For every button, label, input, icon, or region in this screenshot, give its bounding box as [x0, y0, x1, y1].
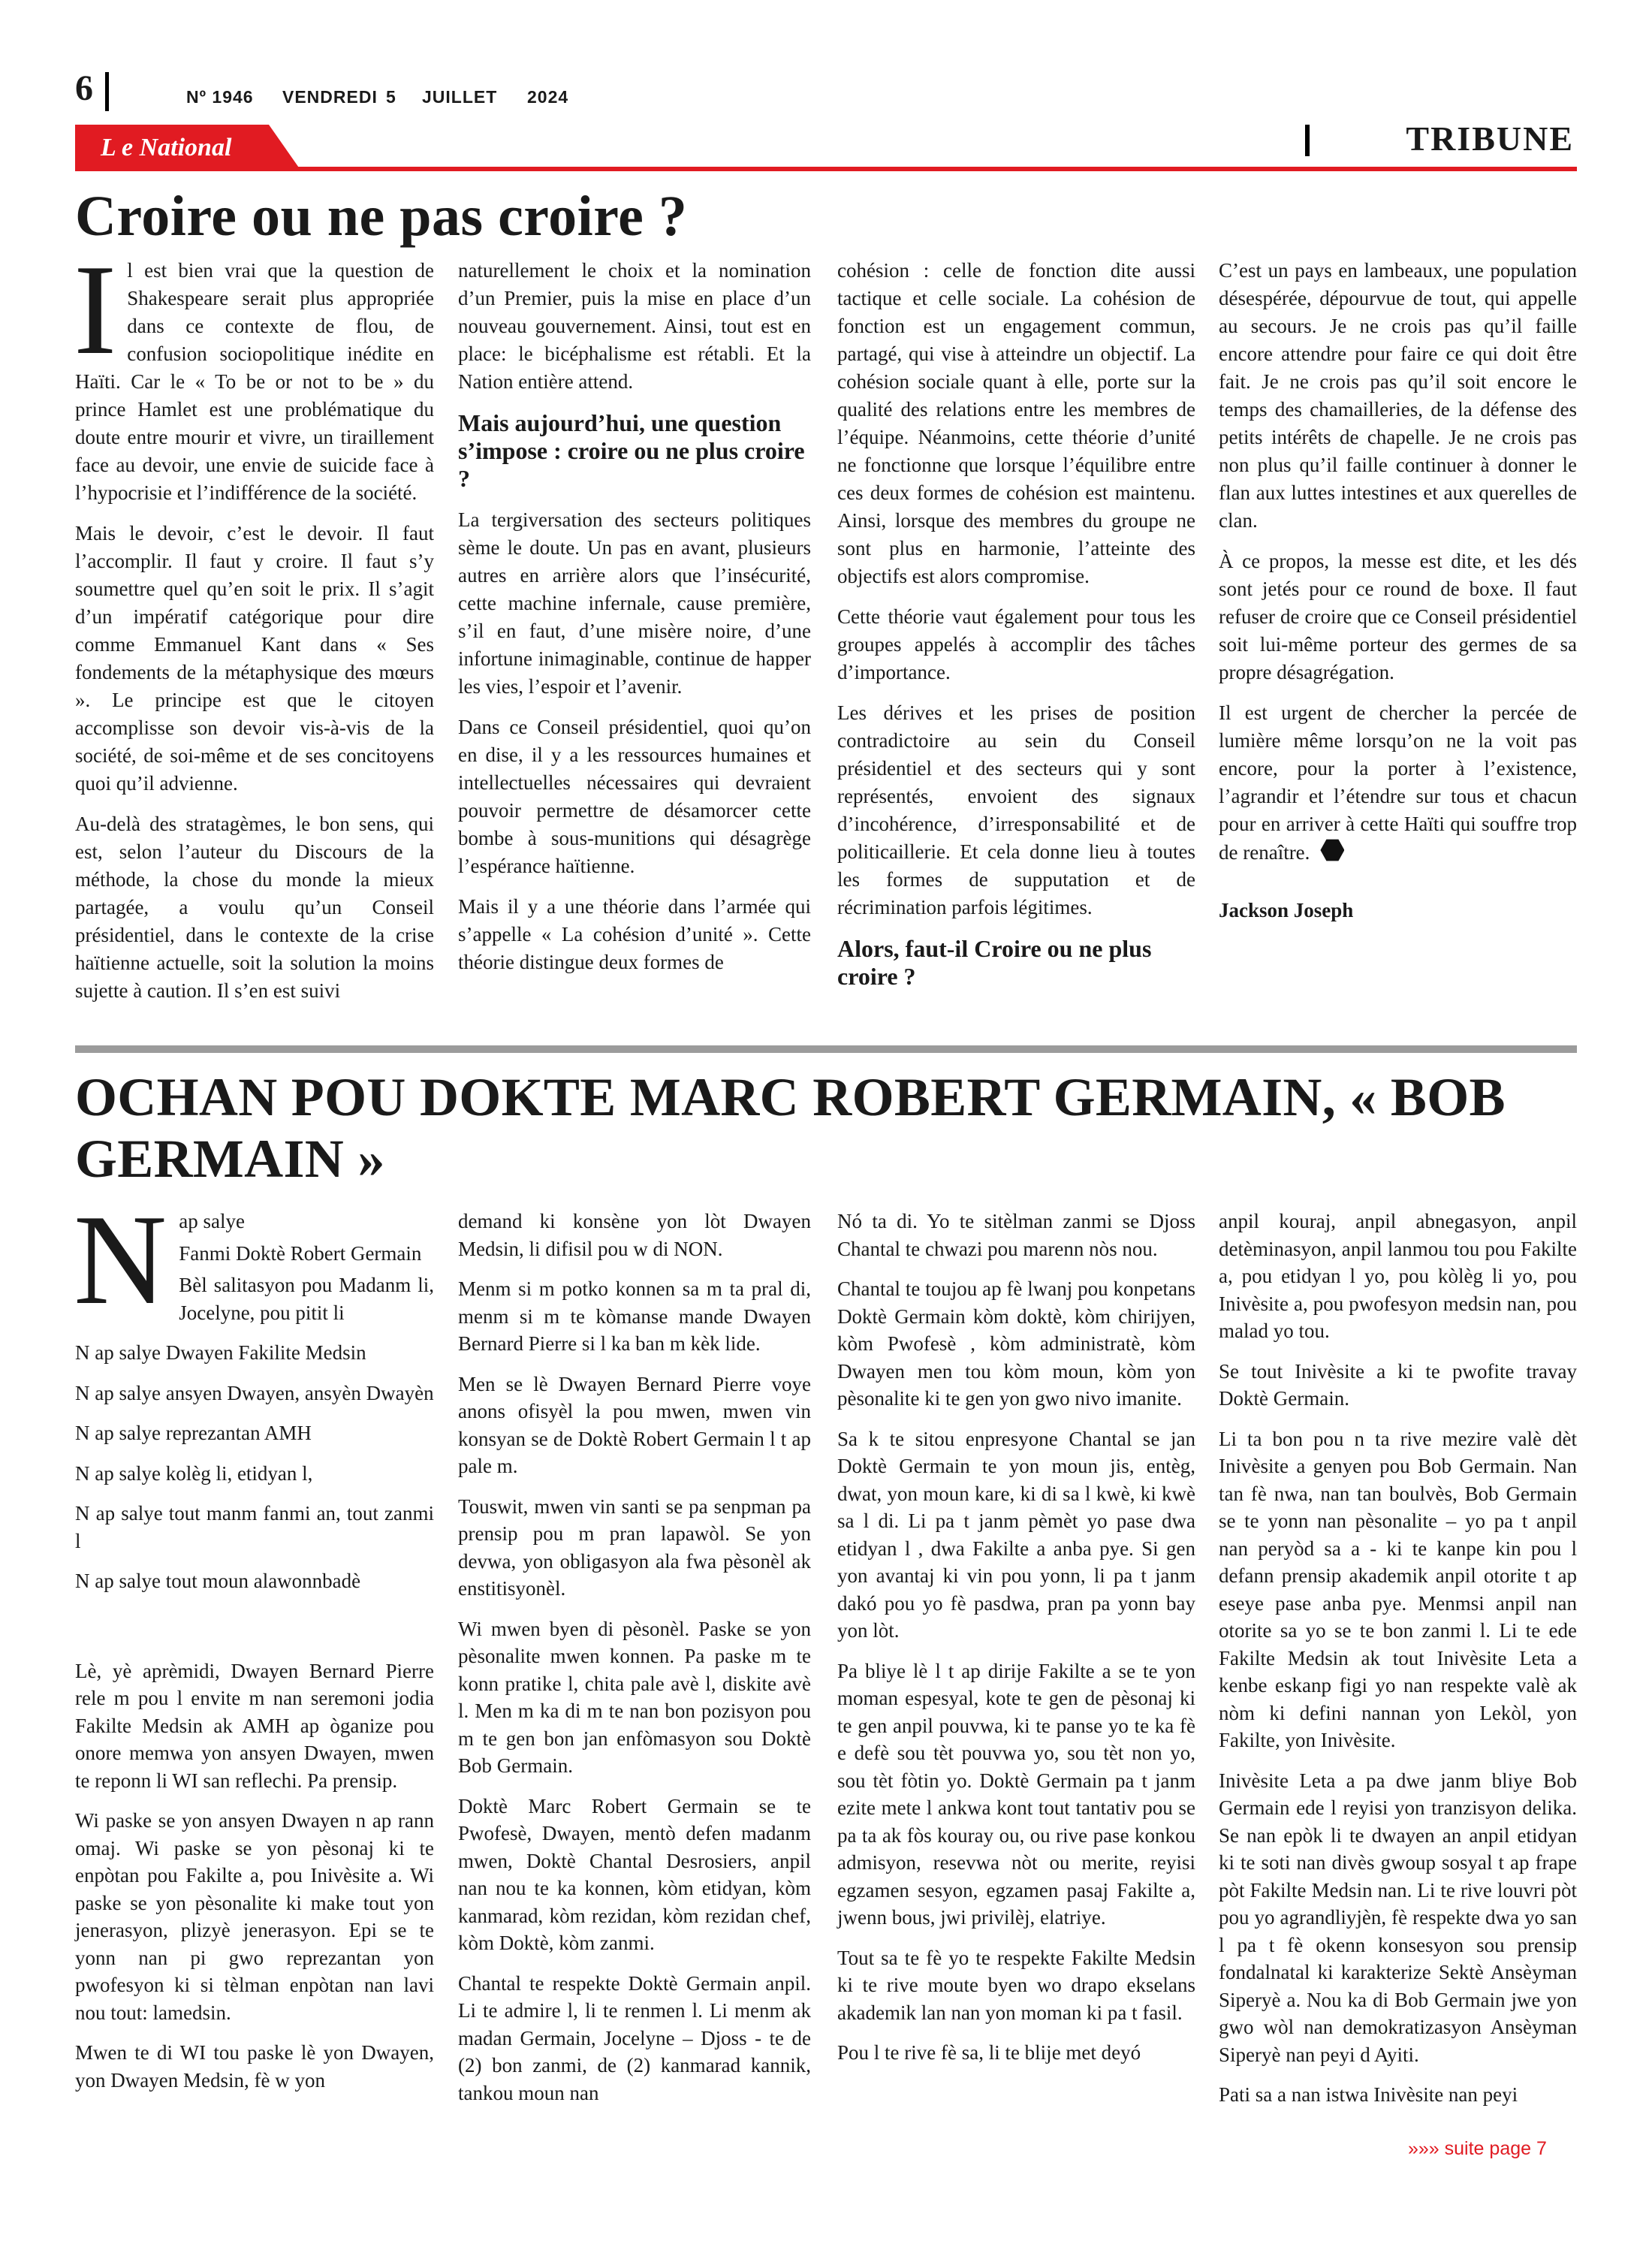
paragraph: Tout sa te fè yo te respekte Fakilte Medsin ki te rive moute byen wo drapo ekselans akademik lan nan yon moman ki pa t fasil. — [837, 1946, 1195, 2024]
paragraph: Chantal te respekte Doktè Germain anpil. Li te admire l, li te renmen l. Li menm ak madan Germain, Jocelyne – Djoss - te de (2) bon zanmi, de (2) kanmarad kannik, tankou moun nan — [458, 1971, 811, 2104]
paragraph: Il est urgent de chercher la percée de lumière même lorsqu’on ne la voit pas encore, pour la porter à l’existence, l’agrandir et l’étendre sur tous et chacun pour en arriver à cette Haïti qui souffre trop de renaître. — [1219, 701, 1577, 864]
page-number: 6 — [75, 68, 93, 108]
paragraph: Mais le devoir, c’est le devoir. Il faut l’accomplir. Il faut y croire. Il faut s’y soumettre quel qu’en soit le prix. Il s’agit d’un impératif catégorique pour dire comme Emmanuel Kant dans « Ses fondements de la métaphysique des mœurs ». Le principe est que le citoyen accomplisse son devoir vis-à-vis de la société, de soi-même et de ses concitoyens quoi qu’il advienne. — [75, 522, 434, 795]
author-byline: Jackson Joseph — [1219, 899, 1354, 921]
paragraph: Se tout Inivèsite a ki te pwofite travay Doktè Germain. — [1219, 1359, 1577, 1410]
paragraph: cohésion : celle de fonction dite aussi tactique et celle sociale. La cohésion de fonction est un engagement commun, partagé, qui vise à atteindre un objectif. La cohésion sociale quant à elle, porte sur la qualité des relations entre les membres de l’équipe. Néanmoins, cette théorie d’unité ne fonctionne que lorsque l’équilibre entre ces deux formes de cohésion est maintenu. Ainsi, lorsque des membres du groupe ne sont plus en harmonie, l’atteinte des objectifs est alors compromise. — [837, 259, 1195, 587]
drop-cap: N — [74, 1189, 167, 1332]
article-column-2 — [458, 257, 811, 989]
paragraph: Menm si m potko konnen sa m ta pral di, menm si m te kòmanse mande Dwayen Bernard Pierre si l ka ban m kèk lide. — [458, 1277, 811, 1355]
issue-day: 5 — [386, 87, 396, 107]
salutation-line: N ap salye tout moun alawonnbadè — [75, 1570, 361, 1592]
article-column-1 — [74, 239, 434, 1018]
paragraph: Doktè Marc Robert Germain se te Pwofesè, Dwayen, mentò defen madanm mwen, Doktè Chantal Desrosiers, anpil nan nou te ka konnen, kòm etidyan, kòm kanmarad, kòm rezidan, kòm rezidan chef, kòm Doktè, kòm zanmi. — [458, 1794, 811, 1954]
subheading: Alors, faut-il Croire ou ne plus croire ? — [837, 935, 1152, 990]
issue-year: 2024 — [527, 87, 569, 107]
paragraph: Cette théorie vaut également pour tous les groupes appelés à accomplir des tâches d’importance. — [837, 605, 1195, 683]
section-divider — [1305, 125, 1310, 156]
salutation-line: N ap salye Dwayen Fakilite Medsin — [75, 1341, 366, 1364]
subheading: Mais aujourd’hui, une question s’impose : croire ou ne plus croire ? — [458, 409, 805, 492]
salutation-line: Fanmi Doktè Robert Germain — [179, 1241, 422, 1265]
page-number-divider — [105, 72, 109, 111]
salutation-line: N ap salye reprezantan AMH — [75, 1422, 312, 1444]
article-column-4 — [1219, 257, 1577, 937]
article-title: Croire ou ne pas croire ? — [75, 185, 688, 248]
paragraph: Pou l te rive fè sa, li te blije met deyó — [837, 2041, 1141, 2064]
paragraph: Pati sa a nan istwa Inivèsite nan peyi — [1219, 2083, 1518, 2106]
paragraph: Au-delà des stratagèmes, le bon sens, qui est, selon l’auteur du Discours de la méthode, la chose du monde la mieux partagée, a voulu qu’un Conseil présidentiel, dans le contexte de la crise haïtienne actuelle, soit la solution la moins sujette à caution. Il s’en est suivi — [75, 813, 434, 1002]
paragraph: Mwen te di WI tou paske lè yon Dwayen, yon Dwayen Medsin, fè w yon — [75, 2041, 434, 2092]
article-title: OCHAN POU DOKTE MARC ROBERT GERMAIN, « BOB GERMAIN » — [75, 1067, 1506, 1189]
paragraph: anpil kouraj, anpil abnegasyon, anpil detèminasyon, anpil lanmou tou pou Fakilte a, pou etidyan l yo, pou kòlèg li yo, pou Inivèsite a, pou pwofesyon medsin nan, pou malad yo tou. — [1219, 1210, 1577, 1342]
salutation-line: N ap salye tout manm fanmi an, tout zanmi l — [75, 1502, 434, 1552]
article-column-1 — [74, 1189, 434, 2107]
section-title: TRIBUNE — [1406, 119, 1574, 158]
paragraph: Wi paske se yon ansyen Dwayen n ap rann omaj. Wi paske se yon pèsonaj ki te enpòtan pou Fakilte a, pou Inivèsite a. Wi paske se yon pèsonalite ki make tout yon jenerasyon, plizyè jenerasyon. Epi se te yonn nan pi gwo reprezantan yon pwofesyon ki si tèlman enpòtan nan lavi nou tout: lamedsin. — [75, 1809, 434, 2024]
paragraph: À ce propos, la messe est dite, et les dés sont jetés pour ce round de boxe. Il faut refuser de croire que ce Conseil présidentiel soit lui-même porteur des germes de sa propre désagrégation. — [1219, 550, 1577, 683]
end-of-article-icon — [1320, 838, 1344, 862]
salutation-line: N ap salye kolèg li, etidyan l, — [75, 1461, 313, 1485]
paragraph: demand ki konsène yon lòt Dwayen Medsin, li difisil pou w di NON. — [458, 1210, 811, 1260]
paragraph: Mais il y a une théorie dans l’armée qui s’appelle « La cohésion d’unité ». Cette théorie distingue deux formes de — [458, 895, 811, 973]
salutation-line: ap salye — [179, 1210, 245, 1232]
paragraph: Pa bliye lè l t ap dirije Fakilte a se te yon moman espesyal, kote te gen de pèsonaj ki te gen anpil pouvwa, ki te panse yo te ka fè e defè sou tèt pouvwa yo, sou tèt non yo, sou tèt fòtin yo. Doktè Germain pa t janm ezite mete l ankwa kont tout tantativ pou se pa ta ak fòs kouray ou, ou rive pase konkou admisyon, resevwa nòt ou merite, reyisi egzamen sesyon, egzamen pasaj Fakilte a, jwenn bous, jwi privilèj, elatriye. — [837, 1659, 1195, 1929]
paragraph: C’est un pays en lambeaux, une population désespérée, dépourvue de tout, qui appelle au secours. Je ne crois pas qu’il faille encore attendre pour faire ce qui doit être fait. Je ne crois pas qu’il soit encore le temps des chamailleries, de la défense des petits intérêts de chapelle. Je ne crois pas non plus qu’il faille continuer à donner le flan aux luttes intestines et aux querelles de clan. — [1219, 259, 1577, 532]
salutation-line: N ap salye ansyen Dwayen, ansyèn Dwayèn — [75, 1381, 434, 1404]
paragraph: Sa k te sitou enpresyone Chantal se jan Doktè Germain te yon moun jis, entèg, dwat, yon moun kare, ki di sa l kwè, ki kwè sa l di. Li pa t janm pèmèt yo pase dwa etidyan l , dwa Fakilte a anba pye. Si gen yon avantaj ki vin pou yonn, li pa t janm dakó pou yo fè pasdwa, pran pa yonn bay yon lòt. — [837, 1427, 1195, 1642]
issue-weekday: VENDREDI — [282, 87, 378, 107]
paragraph: La tergiversation des secteurs politiques sème le doute. Un pas en avant, plusieurs autres en arrière alors que l’insécurité, cette machine infernale, cause première, s’il en faut, d’une misère noire, d’une infortune inimaginable, continue de happer les vies, l’espoir et l’avenir. — [458, 508, 811, 698]
paragraph: Chantal te toujou ap fè lwanj pou konpetans Doktè Germain kòm doktè, kòm chirijyen, kòm Pwofesè , kòm administratè, kòm Dwayen men tou kòm moun, kòm yon pèsonalite ki te gen yon gwo nivo imanite. — [837, 1277, 1195, 1410]
paragraph: Nó ta di. Yo te sitèlman zanmi se Djoss Chantal te chwazi pou marenn nòs nou. — [837, 1210, 1195, 1260]
continuation-link[interactable]: »»» suite page 7 — [1408, 2138, 1547, 2159]
drop-cap: I — [74, 239, 117, 382]
salutation-line: Bèl salitasyon pou Madanm li, Jocelyne, pou pitit li — [179, 1274, 434, 1324]
paragraph: Men se lè Dwayen Bernard Pierre voye anons ofisyèl la pou mwen, mwen vin konsyan se de Doktè Robert Germain l t ap pale m. — [458, 1372, 811, 1477]
paragraph: Lè, yè aprèmidi, Dwayen Bernard Pierre rele m pou l envite m nan seremoni jodia Fakilte Medsin ak AMH ap òganize pou onore memwa yon ansyen Dwayen, mwen te reponn li WI san reflechi. Pa prensip. — [75, 1659, 434, 1792]
paragraph: Dans ce Conseil présidentiel, quoi qu’on en dise, il y a les ressources humaines et intellectuelles nécessaires qui devraient pouvoir permettre de désamorcer cette bombe à sous-munitions qui désagrège l’espérance haïtienne. — [458, 716, 811, 877]
paragraph: Les dérives et les prises de position contradictoire au sein du Conseil présidentiel et des secteurs qui y sont représentés, envoient des signaux d’incohérence, d’irresponsabilité et de politicaillerie. Et cela donne lieu à toutes les formes de supputation et de récrimination parfois légitimes. — [837, 701, 1195, 918]
spacer — [75, 1608, 434, 1657]
paragraph: Li ta bon pou n ta rive mezire valè dèt Inivèsite a genyen pou Bob Germain. Nan tan fè nwa, nan tan boulvès, Bob Germain se te yonn nan pèsonalite – yo pa t anpil nan peryòd sa a - ki te kanpe kin pou l defann prensip akademik anpil otorite t ap eseye pase anba pye. Menmsi anpil nan otorite sa yo se te bon zanmi l. Li te ede Fakilte Medsin ak tout Inivèsite Leta a kenbe eskanp figi yo nan respekte valè ak nòm ki defini nannan yon Lekòl, yon Fakilte, yon Inivèsite. — [1219, 1427, 1577, 1751]
article-divider — [75, 1045, 1577, 1053]
article-column-3 — [837, 257, 1195, 1004]
article-column-3 — [837, 1208, 1195, 2080]
brand-logo: L e National — [101, 134, 232, 161]
article-column-4 — [1219, 1208, 1577, 2122]
paragraph: Inivèsite Leta a pa dwe janm bliye Bob Germain ede l reyisi yon tranzisyon delika. Se nan epòk li te dwayen an anpil etidyan ki te soti nan divès gwoup sosyal t ap frape pòt Fakilte Medsin nan. Li te rive louvri pòt pou yo agrandliyjèn, fè respekte dwa yo san l pa t fè okenn konsesyon sou prensip fondalnatal ki karakterize Sektè Ansèyman Siperyè a. Nou ka di Bob Germain jwe yon gwo wòl nan demokratizasyon Ansèyman Siperyè nan peyi d Ayiti. — [1219, 1769, 1577, 2066]
issue-number: Nº 1946 — [186, 87, 254, 107]
article-column-2 — [458, 1208, 811, 2119]
paragraph: Touswit, mwen vin santi se pa senpman pa prensip pou m pran lapawòl. Se yon devwa, yon obligasyon ala fwa pèsonèl ak enstitisyonèl. — [458, 1494, 811, 1600]
paragraph: Wi mwen byen di pèsonèl. Paske se yon pèsonalite mwen konnen. Pa paske m te konn pratike l, chita pale avè l, diskite avè l. Men m ka di m te nan bon pozisyon pou m te gen bon jan enfòmasyon sou Doktè Bob Germain. — [458, 1617, 811, 1777]
paragraph: naturellement le choix et la nomination d’un Premier, puis la mise en place d’un nouveau gouvernement. Ainsi, tout est en place: le bicéphalisme est rétabli. Et la Nation entière attend. — [458, 259, 811, 393]
header-rule — [75, 167, 1577, 171]
issue-month: JUILLET — [422, 87, 498, 107]
paragraph: l est bien vrai que la question de Shakespeare serait plus appropriée dans ce contexte de flou, de confusion sociopolitique inédite en Haïti. Car le « To be or not to be » du prince Hamlet est une problématique du doute entre mourir et vivre, un tiraillement face au devoir, une envie de suicide face à l’hypocrisie et l’indifférence de la société. — [75, 259, 434, 504]
